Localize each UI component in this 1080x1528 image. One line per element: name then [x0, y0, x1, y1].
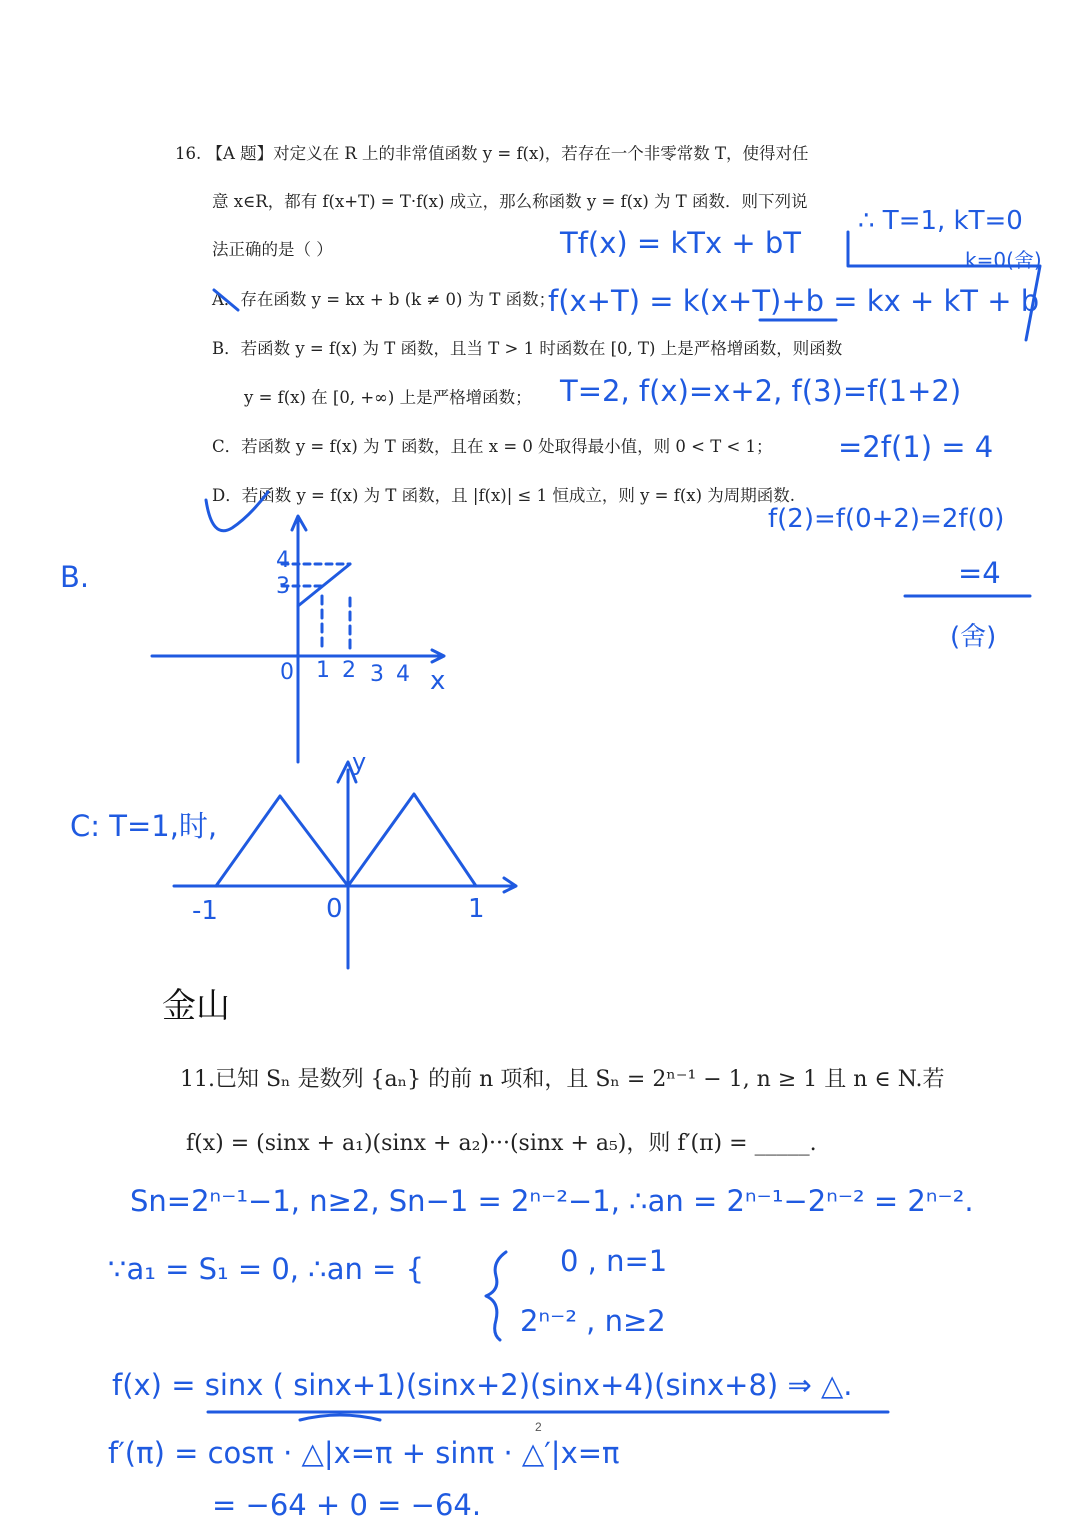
section-heading: 金山	[162, 986, 230, 1026]
hw11-line1: Sn=2ⁿ⁻¹−1, n≥2, Sn−1 = 2ⁿ⁻²−1, ∴an = 2ⁿ⁻¹−2ⁿ⁻² = 2ⁿ⁻².	[130, 1184, 974, 1218]
hw-b-line1: T=2, f(x)=x+2, f(3)=f(1+2)	[560, 374, 962, 408]
hw-eq1-note: ∴ T=1, kT=0	[858, 206, 1023, 236]
graph-c-tick-0: 0	[326, 894, 343, 924]
note-bracket	[848, 232, 1040, 340]
graph-c-y-axis	[338, 762, 356, 968]
q16-option-c: C．若函数 y = f(x) 为 T 函数，且在 x = 0 处取得最小值，则 0 < T < 1；	[212, 437, 773, 456]
hw11-line4: f′(π) = cosπ · △|x=π + sinπ · △′|x=π	[108, 1436, 620, 1470]
hw-b-line5: (舍)	[950, 622, 997, 652]
q16-line3: 法正确的是（ ）	[212, 240, 333, 259]
q11-line1: 11.已知 Sₙ 是数列 {aₙ} 的前 n 项和，且 Sₙ = 2ⁿ⁻¹ − 1, n ≥ 1 且 n ∈ N.若	[180, 1067, 945, 1092]
graph-c-triangle-wave	[216, 794, 476, 886]
option-d-check-mark	[206, 492, 268, 531]
graph-b-tick-x0: 0	[280, 660, 294, 685]
hw-label-c: C: T=1,时,	[70, 809, 218, 843]
q16-line1: 16. 【A 题】对定义在 R 上的非常值函数 y = f(x)，若存在一个非零常数 T，使得对任	[175, 144, 809, 163]
hw-label-b: B.	[60, 560, 90, 594]
q16-option-d: D．若函数 y = f(x) 为 T 函数，且 |f(x)| ≤ 1 恒成立，则 y = f(x) 为周期函数.	[212, 486, 796, 505]
hw11-line5: = −64 + 0 = −64.	[212, 1488, 482, 1522]
graph-b-dashes	[322, 596, 350, 652]
hw11-case2: 2ⁿ⁻² , n≥2	[520, 1304, 666, 1338]
hw-b-line2: =2f(1) = 4	[838, 430, 994, 464]
graph-b-tick-y3: 3	[276, 574, 290, 599]
graph-b-y-axis	[292, 516, 306, 762]
graph-b-tick-y4: 4	[276, 548, 290, 573]
graph-b-tick-x1: 1	[316, 658, 330, 683]
underline-l3-wave	[300, 1415, 380, 1420]
hw11-case1: 0 , n=1	[560, 1244, 668, 1278]
graph-b-tick-x4: 4	[396, 662, 410, 687]
hw-eq2: f(x+T) = k(x+T)+b = kx + kT + b	[548, 284, 1040, 318]
q16-line2: 意 x∈R，都有 f(x+T) = T·f(x) 成立，那么称函数 y = f(x) 为 T 函数．则下列说	[212, 192, 808, 211]
graph-c-tick-neg1: -1	[192, 896, 218, 926]
hw-eq1: Tf(x) = kTx + bT	[560, 226, 801, 260]
graph-c-y-label: y	[352, 748, 367, 776]
hw-eq1-note2: k=0(舍)	[965, 248, 1042, 272]
q11-line2: f(x) = (sinx + a₁)(sinx + a₂)···(sinx + a₅)，则 f′(π) = _____.	[186, 1131, 817, 1156]
graph-b-x-label: x	[430, 666, 446, 696]
hw-b-line3: f(2)=f(0+2)=2f(0)	[768, 504, 1005, 534]
q16-option-b-line2: y = f(x) 在 [0, +∞) 上是严格增函数；	[244, 388, 532, 407]
piecewise-brace	[486, 1252, 506, 1340]
page-number: 2	[535, 1420, 542, 1434]
hw11-line3: f(x) = sinx ( sinx+1)(sinx+2)(sinx+4)(sinx+8) ⇒ △.	[112, 1368, 853, 1402]
q16-option-b-line1: B．若函数 y = f(x) 为 T 函数，且当 T > 1 时函数在 [0, T) 上是严格增函数，则函数	[212, 339, 843, 358]
hw11-line2: ∵a₁ = S₁ = 0, ∴an = {	[108, 1252, 425, 1286]
graph-b-guides	[282, 564, 350, 586]
hw-b-line4: =4	[958, 556, 1001, 590]
q16-option-a: A．存在函数 y = kx + b (k ≠ 0) 为 T 函数；	[212, 290, 556, 309]
graph-b-tick-x3: 3	[370, 662, 384, 687]
graph-c-tick-1: 1	[468, 894, 485, 924]
option-a-cross-mark	[214, 290, 238, 310]
graph-b-tick-x2: 2	[342, 658, 356, 683]
